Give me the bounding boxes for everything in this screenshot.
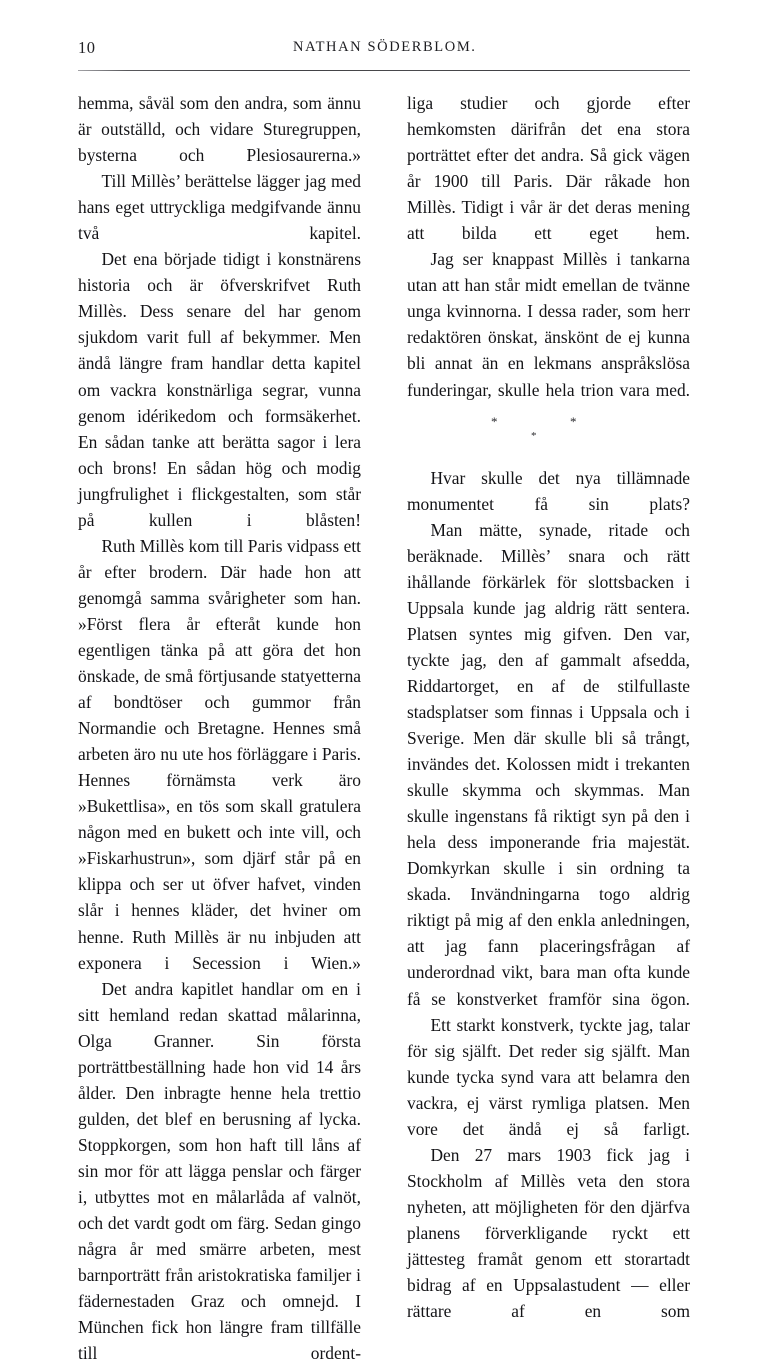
- body-paragraph: Ruth Millès kom till Paris vidpass ett år efter brodern. Där hade hon att genomgå samma svårigheter som han. »Först flera år efteråt kunde hon egentligen tänka på att göra det hon önskade, de små förtjusande statyetterna af bondtöser och gummor från Normandie och Bretagne. Hennes små arbeten äro nu ute hos förläggare i Paris. Hennes förnämsta verk äro »Bukettlisa», en tös som skall gratulera någon med en bukett och inte vill, och »Fiskarhustrun», som djärf står på en klippa och ser ut öfver hafvet, vinden slår i hennes kläder, det hviner om henne. Ruth Millès är nu inbjuden att exponera i Secession i Wien.»: [78, 535, 361, 973]
- body-paragraph: hemma, såväl som den andra, som ännu är outställd, och vidare Sturegruppen, bysterna och Plesiosaurerna.»: [78, 93, 361, 166]
- body-paragraph: Man mätte, synade, ritade och beräknade. Millès’ snara och rätt ihållande förkärlek för slottsbacken i Uppsala kunde jag aldrig rätt sentera. Platsen syntes mig gifven. Den var, tyckte jag, den af gammalt afsedda, Riddartorget, en af de stilfullaste stadsplatser som finnas i Uppsala och i Sverige. Men där skulle bli så trångt, invändes det. Kolossen midt i trekanten skulle skymma och skymmas. Man skulle ingenstans få riktigt syn på den i hela dess imponerande fria majestät. Domkyrkan skulle i sin ordning ta skada. Invändningarna togo aldrig riktigt på mig af den enkla anledningen, att jag fann placeringsfrågan af underordnad vikt, bara man ofta kunde få se konstverket framför sina ögon.: [407, 519, 690, 1009]
- right-column: [407, 90, 690, 1322]
- header-rule: [78, 70, 690, 71]
- body-paragraph: Den 27 mars 1903 fick jag i Stockholm af Millès veta den stora nyheten, att möjligheten för den djärfva planens förverkligande ryckt ett jättesteg framåt genom ett storartadt bidrag af en Uppsalastudent — eller rättare af en som: [407, 1144, 690, 1322]
- asterisk-glyph: *: [570, 413, 577, 429]
- asterisk-glyph: *: [491, 413, 498, 429]
- left-column: [78, 90, 361, 1364]
- body-paragraph: Det andra kapitlet handlar om en i sitt hemland redan skattad målarinna, Olga Granner. Sin första porträttbeställning hade hon vid 14 års ålder. Den inbragte henne hela trettio gulden, det blef en berusning af lycka. Stoppkorgen, som hon haft till låns af sin mor för att lägga penslar och färger i, utbyttes mot en målarlåda af valnöt, och det vardt godt om färg. Sedan gingo några år med smärre arbeten, mest barnporträtt från aristokratiska familjer i fädernestaden Graz och omnejd. I München fick hon längre fram tillfälle till ordent-: [78, 978, 361, 1364]
- body-paragraph: Till Millès’ berättelse lägger jag med hans eget uttryckliga medgifvande ännu två kapitel.: [78, 171, 361, 244]
- body-paragraph: liga studier och gjorde efter hemkomsten därifrån det ena stora porträttet efter det andra. Så gick vägen år 1900 till Paris. Där råkade hon Millès. Tidigt i vår är det deras mening att bilda ett eget hem.: [407, 93, 690, 244]
- body-paragraph: Hvar skulle det nya tillämnade monumentet få sin plats?: [407, 467, 690, 514]
- running-title: NATHAN SÖDERBLOM.: [293, 39, 477, 55]
- text-columns: [78, 90, 690, 1364]
- body-paragraph: Det ena började tidigt i konstnärens historia och är öfverskrifvet Ruth Millès. Dess senare del har genom sjukdom varit full af bekymmer. Men ändå längre fram handlar detta kapitel om vackra konstnärliga segrar, vunna genom idérikedom och formsäkerhet. En sådan tanke att berätta sagor i lera och brons! En sådan hög och modig jungfrulighet i flickgestalten, som står på kullen i blåsten!: [78, 249, 361, 530]
- page-number: 10: [78, 38, 96, 57]
- section-divider-asterism: [407, 407, 690, 459]
- running-head: [78, 38, 690, 64]
- body-paragraph: Ett starkt konstverk, tyckte jag, talar för sig själft. Det reder sig själft. Man kunde tycka synd vara att belamra den vackra, ej värst rymliga platsen. Men vore det ändå ej så farligt.: [407, 1014, 690, 1139]
- body-paragraph: Jag ser knappast Millès i tankarna utan att han står midt emellan de tvänne unga kvinnorna. I dessa rader, som herr redaktören önskat, änskönt de ej kunna bli annat än en lekmans anspråkslösa funderingar, skulle hela trion vara med.: [407, 249, 690, 400]
- asterisk-glyph: *: [531, 429, 537, 442]
